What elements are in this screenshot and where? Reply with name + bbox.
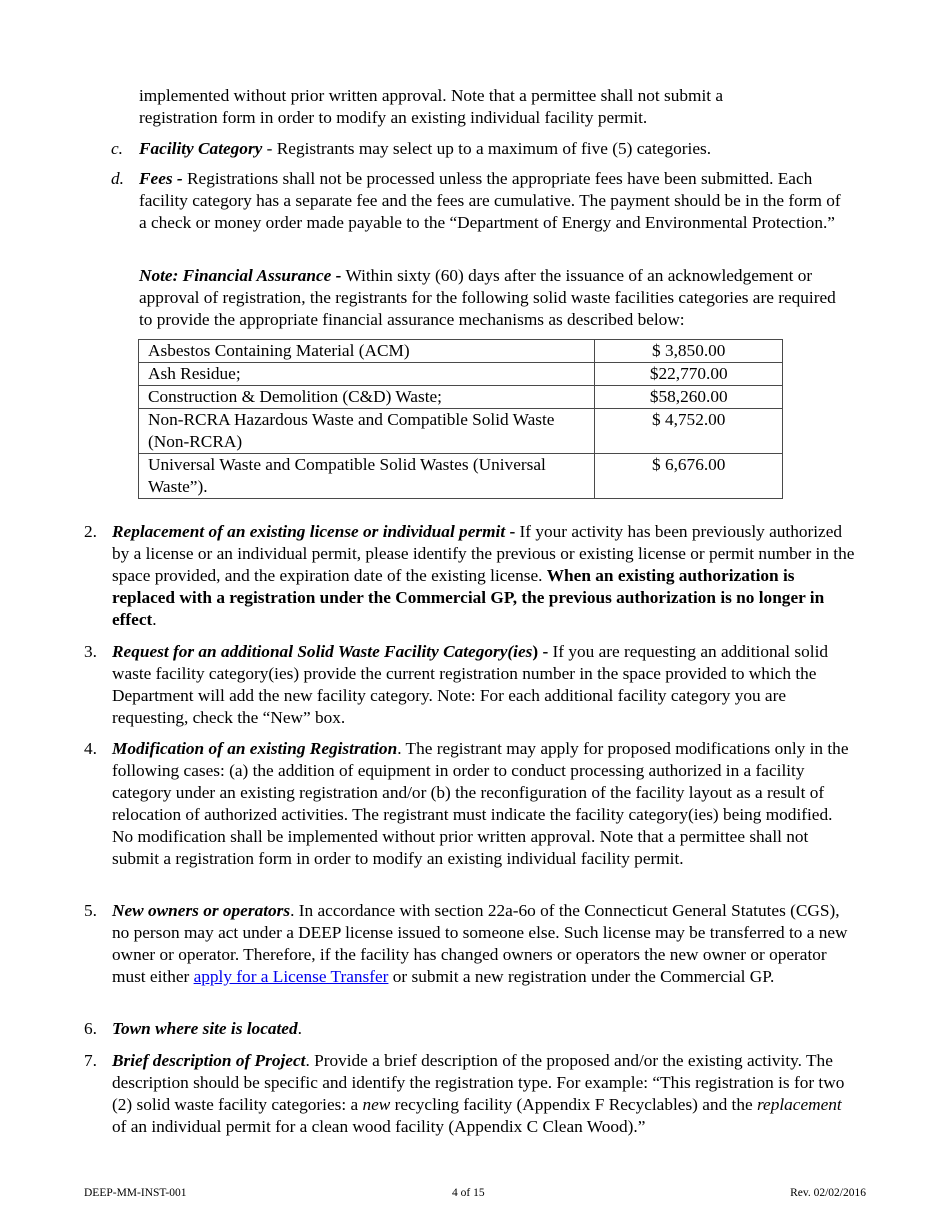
emphasis-new: new	[362, 1095, 391, 1114]
item-title: New owners or operators	[112, 901, 291, 920]
item-number: 6.	[84, 1019, 97, 1038]
item-title: Brief description of Project	[112, 1051, 306, 1070]
emphasis-replacement: replacement	[756, 1095, 842, 1114]
item-number: 7.	[84, 1051, 97, 1070]
sub-item-label: c.	[111, 139, 123, 158]
table-row	[139, 363, 783, 386]
license-transfer-link[interactable]: apply for a License Transfer	[193, 967, 389, 986]
footer-revision: Rev. 02/02/2016	[790, 1187, 866, 1199]
list-item-brief-description	[84, 1050, 864, 1138]
financial-assurance-table	[138, 339, 783, 499]
category-cell: Construction & Demolition (C&D) Waste;	[139, 386, 595, 409]
list-item-new-owners	[84, 900, 864, 988]
amount-cell: $ 3,850.00	[595, 340, 783, 363]
item-text-3: of an individual permit for a clean wood facility (Appendix C Clean Wood).”	[112, 1117, 646, 1136]
sub-item-label: d.	[111, 169, 124, 188]
category-cell: Universal Waste and Compatible Solid Wastes (Universal Waste”).	[139, 454, 595, 499]
item-number: 5.	[84, 901, 97, 920]
list-item-modification	[84, 738, 864, 870]
table-row	[139, 409, 783, 454]
item-title: Modification of an existing Registration	[112, 739, 398, 758]
item-text: . Provide a brief description of the proposed and/or the existing activity. The description should be specific and identify the registration type. For example: “This registration is for two (2) solid waste facility categories: a	[112, 1051, 845, 1114]
category-cell: Non-RCRA Hazardous Waste and Compatible Solid Waste (Non-RCRA)	[139, 409, 595, 454]
title-close-paren: )	[532, 642, 539, 661]
footer-page-number: 4 of 15	[452, 1187, 485, 1199]
item-text: . The registrant may apply for proposed modifications only in the following cases: (a) the addition of equipment in order to conduct processing authorized in a facility category under an existing registration and/or (b) the reconfiguration of the facility layout as a result of relocation of authorized activities. The registrant must indicate the facility category(ies) being modified. No modification shall be implemented without prior written approval. Note that a permittee shall not submit a registration form in order to modify an existing individual facility permit.	[112, 739, 849, 868]
item-number: 2.	[84, 522, 97, 541]
period: .	[152, 610, 157, 629]
sub-item-title: Facility Category	[139, 139, 263, 158]
note-text: Within sixty (60) days after the issuance of an acknowledgement or approval of registration, the registrants for the following solid waste facilities categories are required to provide the appropriate financial assurance mechanisms as described below:	[139, 266, 836, 329]
item-text: .	[297, 1019, 302, 1038]
table-row	[139, 454, 783, 499]
sub-item-text: Registrations shall not be processed unless the appropriate fees have been submitted. Each facility category has a separate fee and the fees are cumulative. The payment should be in the form of a check or money order made payable to the “Department of Energy and Environmental Protection.”	[139, 169, 841, 232]
continuation-line-2: registration form in order to modify an existing individual facility permit.	[139, 108, 648, 127]
financial-assurance-note	[139, 265, 851, 331]
note-title: Note: Financial Assurance -	[139, 266, 342, 285]
separator: -	[538, 642, 553, 661]
item-title: Town where site is located	[112, 1019, 298, 1038]
list-item-town	[84, 1018, 864, 1040]
sub-item-title: Fees -	[139, 169, 183, 188]
amount-cell: $ 6,676.00	[595, 454, 783, 499]
category-cell: Ash Residue;	[139, 363, 595, 386]
item-text: If your activity has been previously authorized by a license or an individual permit, please identify the previous or existing license or permit number in the space provided, and the expiration date of the existing license.	[112, 522, 855, 585]
separator: -	[505, 522, 520, 541]
sub-item-fees	[111, 168, 861, 234]
item-title: Replacement of an existing license or individual permit	[112, 522, 506, 541]
item-number: 3.	[84, 642, 97, 661]
amount-cell: $ 4,752.00	[595, 409, 783, 454]
item-number: 4.	[84, 739, 97, 758]
sub-item-text: Registrants may select up to a maximum of five (5) categories.	[276, 139, 712, 158]
separator: -	[262, 139, 277, 158]
amount-cell: $58,260.00	[595, 386, 783, 409]
item-bold-text: When an existing authorization is replaced with a registration under the Commercial GP, the previous authorization is no longer in effect	[112, 566, 825, 629]
sub-item-facility-category	[111, 138, 861, 160]
category-cell: Asbestos Containing Material (ACM)	[139, 340, 595, 363]
item-text-after: or submit a new registration under the Commercial GP.	[388, 967, 775, 986]
footer-doc-id: DEEP-MM-INST-001	[84, 1187, 187, 1199]
item-text: If you are requesting an additional solid waste facility category(ies) provide the current registration number in the space provided to which the Department will add the new facility category. Note: For each additional facility category you are requesting, check the “New” box.	[112, 642, 829, 727]
list-item-replacement	[84, 521, 864, 631]
table-row	[139, 386, 783, 409]
item-title: Request for an additional Solid Waste Facility Category(ies	[112, 642, 533, 661]
list-item-additional-category	[84, 641, 864, 729]
continuation-paragraph	[139, 85, 859, 129]
table-row	[139, 340, 783, 363]
item-text: . In accordance with section 22a-6o of the Connecticut General Statutes (CGS), no person may act under a DEEP license issued to someone else. Such license may be transferred to a new owner or operator. Therefore, if the facility has changed owners or operators the new owner or operator must either	[112, 901, 848, 986]
continuation-line-1: implemented without prior written approval. Note that a permittee shall not submit a	[139, 86, 724, 105]
item-text-2: recycling facility (Appendix F Recyclables) and the	[390, 1095, 757, 1114]
amount-cell: $22,770.00	[595, 363, 783, 386]
